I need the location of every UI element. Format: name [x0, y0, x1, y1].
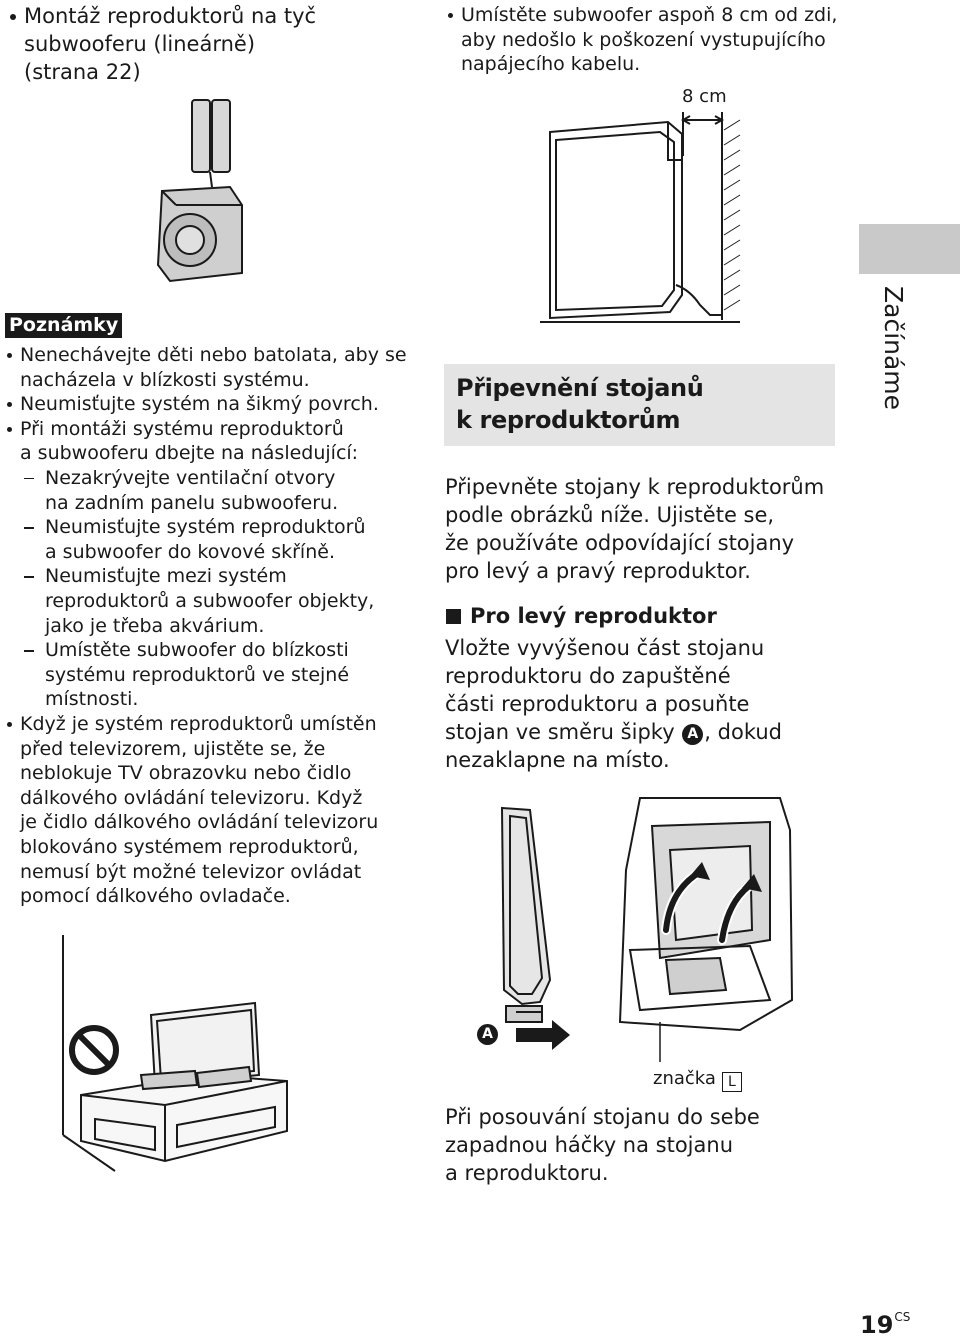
- caption-line-3: a reproduktoru.: [445, 1161, 609, 1185]
- square-bullet-icon: [446, 609, 461, 624]
- bullet-dot: [448, 13, 453, 18]
- notes-line: [20, 441, 358, 466]
- marker-a-icon: A: [682, 724, 703, 745]
- notes-line-text: je čidlo dálkového ovládání televizoru: [20, 811, 379, 834]
- notes-line-text: před televizorem, ujistěte se, že: [20, 737, 326, 760]
- instr-line-4: [445, 718, 782, 746]
- top-right-item: [461, 3, 837, 77]
- notes-line: [45, 614, 264, 639]
- left-speaker-heading: [446, 602, 717, 630]
- dash-marker: [24, 527, 34, 528]
- notes-line-text: na zadním panelu subwooferu.: [45, 491, 339, 514]
- side-tab-label: Začínáme: [879, 286, 908, 411]
- top-left-line-3: (strana 22): [24, 60, 141, 84]
- notes-line-text: Při montáži systému reproduktorů: [20, 417, 344, 440]
- intro-line-1: Připevněte stojany k reproduktorům: [445, 475, 825, 499]
- dash-marker: [24, 576, 34, 577]
- top-right-line-1: Umístěte subwoofer aspoň 8 cm od zdi,: [461, 4, 838, 26]
- notes-line-text: nacházela v blízkosti systému.: [20, 368, 310, 391]
- notes-line: [20, 343, 407, 368]
- notes-line: [20, 810, 378, 835]
- notes-line-text: a subwooferu dbejte na následující:: [20, 442, 359, 465]
- notes-line: [20, 417, 344, 442]
- page-number-value: 19: [860, 1311, 894, 1339]
- intro-line-2: podle obrázků níže. Ujistěte se,: [445, 503, 775, 527]
- notes-line-text: Neumisťujte mezi systém: [45, 565, 287, 588]
- notes-line: [45, 564, 287, 589]
- notes-line: [20, 761, 351, 786]
- section-title-line-2: k reproduktorům: [456, 406, 681, 434]
- notes-line-text: Neumisťujte systém reproduktorů: [45, 516, 366, 539]
- dash-marker: [24, 650, 34, 651]
- notes-line: [20, 712, 377, 737]
- notes-line: [20, 835, 359, 860]
- speaker-subwoofer-illustration: [150, 95, 250, 295]
- notes-line-text: místnosti.: [45, 688, 139, 711]
- instr-line-3: části reproduktoru a posuňte: [445, 692, 750, 716]
- page-number-suffix: CS: [894, 1310, 911, 1324]
- bullet-dot: [7, 427, 12, 432]
- top-left-line-2: subwooferu (lineárně): [24, 32, 256, 56]
- section-title-line-1: Připevnění stojanů: [456, 374, 704, 402]
- notes-line-text: blokováno systémem reproduktorů,: [20, 836, 359, 858]
- notes-line: [45, 466, 335, 491]
- notes-line-text: Neumisťujte systém na šikmý povrch.: [20, 393, 379, 416]
- notes-line-text: pomocí dálkového ovladače.: [20, 885, 291, 908]
- left-speaker-heading-text: Pro levý reproduktor: [470, 604, 717, 628]
- notes-line: [45, 491, 338, 516]
- side-tab: [859, 224, 960, 274]
- notes-line-text: Umístěte subwoofer do blízkosti: [45, 639, 349, 662]
- section-intro: [445, 473, 824, 585]
- top-right-line-3: napájecího kabelu.: [461, 53, 641, 75]
- notes-line: [45, 663, 349, 688]
- caption-line-1: Při posouvání stojanu do sebe: [445, 1105, 760, 1129]
- instr-line-4-post: , dokud: [704, 720, 782, 744]
- section-title: [456, 372, 703, 436]
- top-left-item: [24, 2, 316, 86]
- notes-line-text: dálkového ovládání televizoru. Když: [20, 786, 363, 809]
- instr-line-5: nezaklapne na místo.: [445, 748, 670, 772]
- distance-label: 8 cm: [682, 86, 727, 107]
- notes-line: [45, 638, 349, 663]
- figure-caption: [445, 1103, 760, 1187]
- notes-line: [20, 392, 379, 417]
- notes-line: [20, 860, 361, 885]
- notes-line-text: Když je systém reproduktorů umístěn: [20, 713, 377, 735]
- notes-line-text: Nezakrývejte ventilační otvory: [45, 467, 336, 489]
- top-right-line-2: aby nedošlo k poškození vystupujícího: [461, 28, 826, 51]
- figure-marker-a-icon: A: [477, 1024, 498, 1045]
- notes-line-text: jako je třeba akvárium.: [45, 614, 265, 637]
- mark-label-text: značka: [653, 1068, 716, 1089]
- notes-line: [20, 786, 362, 811]
- section-heading-box: [444, 364, 835, 446]
- mark-l-icon: L: [722, 1072, 742, 1092]
- stand-attachment-illustration: [470, 790, 810, 1060]
- notes-line: [45, 589, 374, 614]
- instr-line-4-pre: stojan ve směru šipky: [445, 720, 682, 744]
- caption-line-2: zapadnou háčky na stojanu: [445, 1133, 734, 1157]
- notes-line-text: nemusí být možné televizor ovládat: [20, 860, 362, 883]
- intro-line-4: pro levý a pravý reproduktor.: [445, 559, 751, 583]
- notes-line: [45, 540, 335, 565]
- instr-line-2: reproduktoru do zapuštěné: [445, 664, 731, 688]
- tv-blocking-illustration: [55, 935, 355, 1185]
- bullet-dot: [7, 353, 12, 358]
- notes-badge: Poznámky: [5, 313, 122, 338]
- section-instructions: [445, 634, 782, 774]
- page-number: [860, 1310, 910, 1339]
- bullet-dot: [7, 722, 12, 727]
- mark-label: [653, 1068, 742, 1092]
- top-left-line-1: Montáž reproduktorů na tyč: [24, 4, 317, 28]
- instr-line-1: Vložte vyvýšenou část stojanu: [445, 636, 765, 660]
- bullet-dot: [10, 14, 16, 20]
- subwoofer-wall-illustration: [540, 100, 760, 330]
- notes-line: [45, 687, 138, 712]
- dash-marker: [24, 478, 34, 479]
- intro-line-3: že používáte odpovídající stojany: [445, 531, 795, 555]
- notes-line-text: neblokuje TV obrazovku nebo čidlo: [20, 762, 352, 785]
- notes-line: [20, 737, 325, 762]
- notes-line-text: systému reproduktorů ve stejné: [45, 663, 350, 686]
- notes-line-text: a subwoofer do kovové skříně.: [45, 540, 335, 563]
- notes-line: [45, 515, 366, 540]
- notes-line-text: reproduktorů a subwoofer objekty,: [45, 590, 375, 612]
- notes-line-text: Nenechávejte děti nebo batolata, aby se: [20, 344, 407, 366]
- notes-line: [20, 884, 291, 909]
- notes-line: [20, 368, 310, 393]
- bullet-dot: [7, 402, 12, 407]
